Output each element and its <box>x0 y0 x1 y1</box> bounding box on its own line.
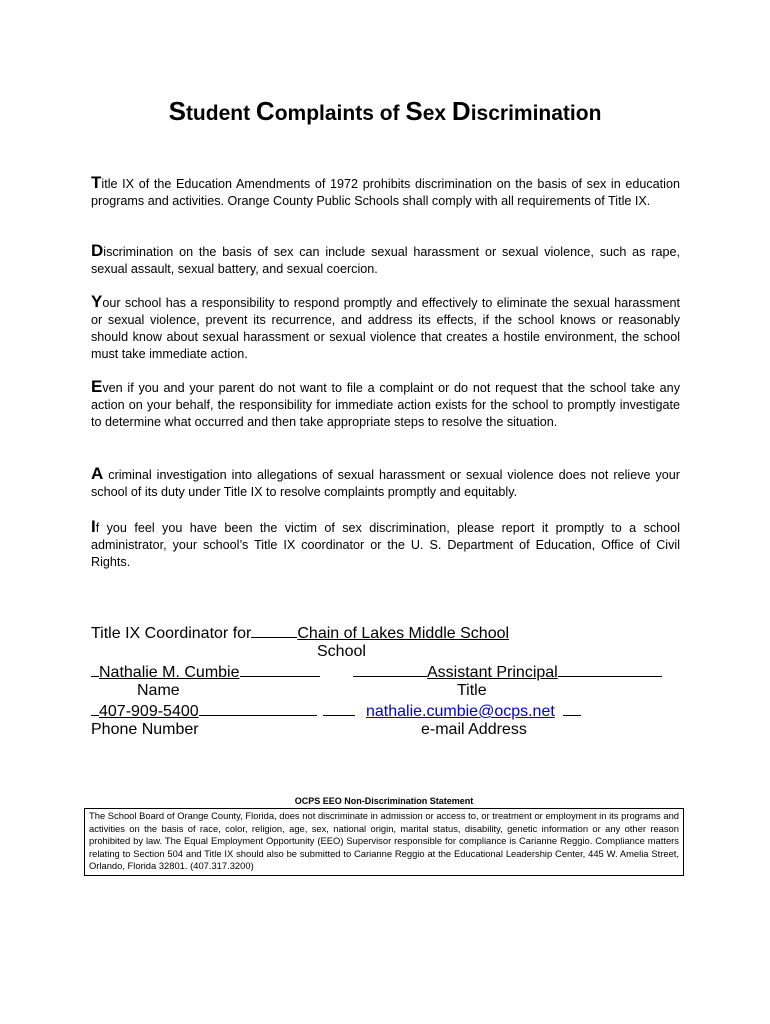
title-label: Title <box>457 682 487 699</box>
paragraph-responsibility <box>91 293 680 363</box>
title-cap-4: D <box>451 96 471 126</box>
eeo-body: The School Board of Orange County, Florida, does not discriminate in admission or access to, or treatment or employment in its programs and activities on the basis of race, color, religion, age, sex, national origin, marital status, disability, genetic information or any other reason prohibited by law. The Equal Employment Opportunity (EEO) Supervisor responsible for compliance is Carianne Reggio. Compliance matters relating to Section 504 and Title IX should also be submitted to Carianne Reggio at the Educational Leadership Center, 445 W. Amelia Street, Orlando, Florida 32801. (407.317.3200) <box>89 810 679 872</box>
name-value: Nathalie M. Cumbie <box>99 664 240 681</box>
blank-line <box>563 701 581 716</box>
drop-cap: D <box>91 241 104 260</box>
paragraph-text: itle IX of the Education Amendments of 1972 prohibits discrimination on the basis of sex in education programs and activities. Orange County Public Schools shall comply with all requirements of Title IX. <box>91 177 680 208</box>
coordinator-line <box>91 623 509 643</box>
blank-line <box>91 701 99 716</box>
drop-cap: I <box>91 517 96 536</box>
paragraph-text: criminal investigation into allegations of sexual harassment or sexual violence does not relieve your school of its duty under Title IX to resolve complaints promptly and equitably. <box>91 468 680 499</box>
blank-line <box>353 662 427 677</box>
phone-label: Phone Number <box>91 721 199 738</box>
paragraph-title-ix <box>91 174 680 210</box>
paragraph-parent <box>91 378 680 431</box>
title-word-3: ex <box>422 102 452 125</box>
phone-value: 407-909-5400 <box>99 703 199 720</box>
name-line <box>91 662 320 682</box>
phone-line <box>91 701 355 721</box>
title-value: Assistant Principal <box>427 664 558 681</box>
email-line <box>366 701 581 721</box>
drop-cap: T <box>91 173 102 192</box>
drop-cap: E <box>91 377 103 396</box>
title-cap-1: S <box>168 96 186 126</box>
paragraph-text: iscrimination on the basis of sex can include sexual harassment or sexual violence, such as rape, sexual assault, sexual battery, and sexual coercion. <box>91 245 680 276</box>
blank-line <box>240 662 320 677</box>
email-link[interactable]: nathalie.cumbie@ocps.net <box>366 703 555 720</box>
blank-line <box>251 623 297 638</box>
title-cap-3: S <box>405 96 423 126</box>
drop-cap: A <box>91 464 104 483</box>
paragraph-criminal <box>91 465 680 501</box>
paragraph-report <box>91 518 680 571</box>
title-word-4: iscrimination <box>470 102 602 125</box>
name-label: Name <box>137 682 180 699</box>
title-cap-2: C <box>255 96 275 126</box>
title-word-2: omplaints of <box>274 102 406 125</box>
school-label: School <box>317 643 366 660</box>
blank-line <box>558 662 662 677</box>
school-value: Chain of Lakes Middle School <box>297 625 510 642</box>
email-label: e-mail Address <box>421 721 527 738</box>
blank-line <box>199 701 317 716</box>
page-title <box>0 96 770 127</box>
eeo-statement-box <box>84 808 684 876</box>
paragraph-discrimination <box>91 242 680 278</box>
title-line <box>353 662 662 682</box>
coordinator-label: Title IX Coordinator for <box>91 625 252 642</box>
blank-line <box>323 701 355 716</box>
paragraph-text: f you feel you have been the victim of sex discrimination, please report it promptly to a school administrator, your school’s Title IX coordinator or the U. S. Department of Education, Office of Civil Rights. <box>91 521 680 569</box>
eeo-heading: OCPS EEO Non-Discrimination Statement <box>294 796 474 806</box>
paragraph-text: our school has a responsibility to respond promptly and effectively to eliminate the sexual harassment or sexual violence, prevent its recurrence, and address its effects, if the school knows or reasonably should know about sexual harassment or sexual violence that creates a hostile environment, the school must take immediate action. <box>91 296 680 361</box>
blank-line <box>91 662 99 677</box>
drop-cap: Y <box>91 292 103 311</box>
title-word-1: tudent <box>185 102 256 125</box>
paragraph-text: ven if you and your parent do not want to file a complaint or do not request that the school take any action on your behalf, the responsibility for immediate action exists for the school to promptly investigate to determine what occurred and then take appropriate steps to resolve the situation. <box>91 381 680 429</box>
